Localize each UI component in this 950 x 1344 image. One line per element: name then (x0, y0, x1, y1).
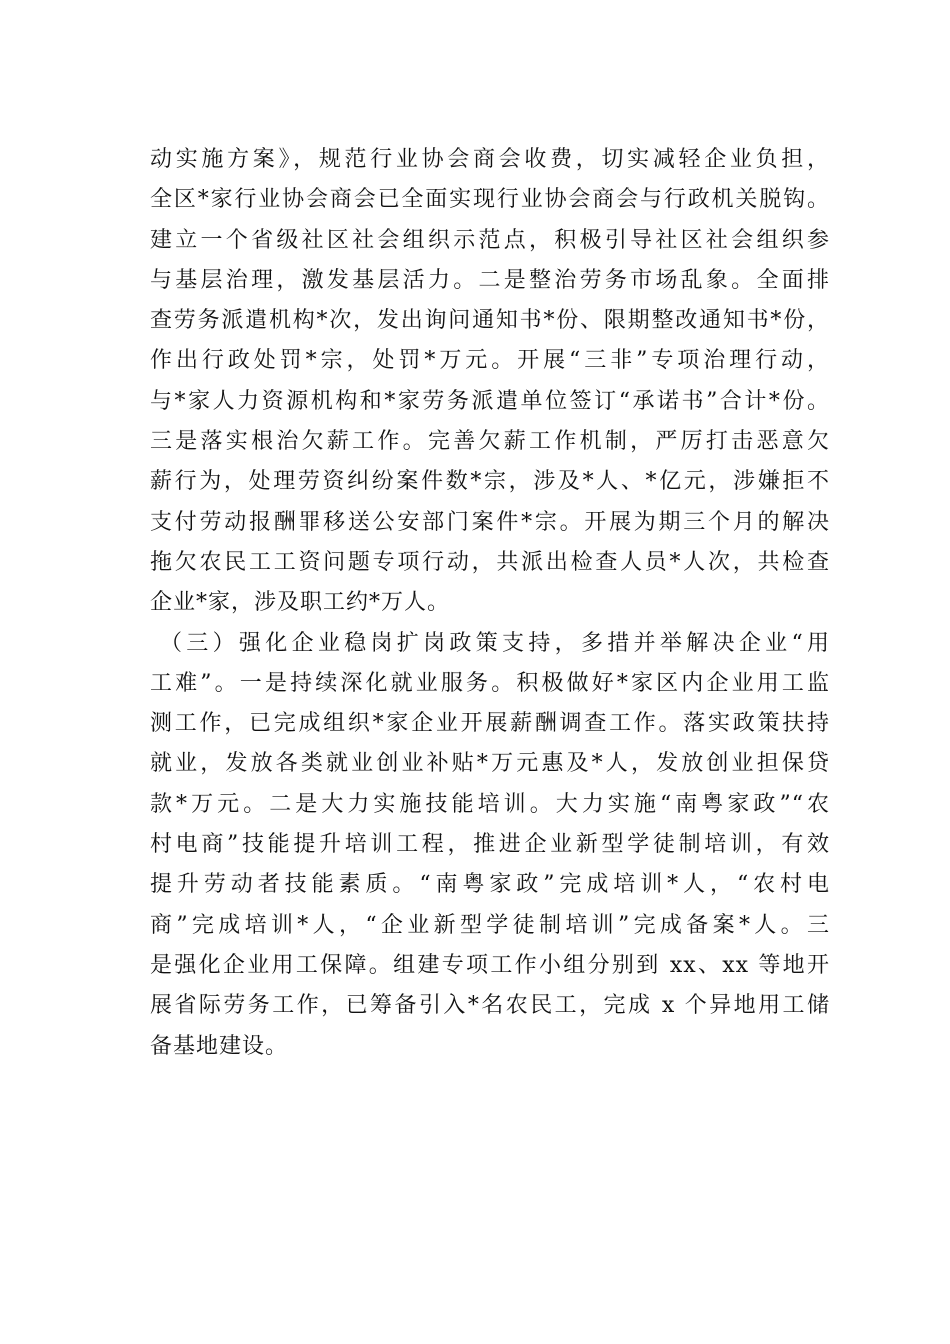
section-heading-line: （三）强化企业稳岗扩岗政策支持，多措并举解决企业“用 (160, 630, 830, 656)
text-line: 查劳务派遣机构*次，发出询问通知书*份、限期整改通知书*份， (150, 308, 830, 334)
text-line: 三是落实根治欠薪工作。完善欠薪工作机制，严厉打击恶意欠 (150, 429, 830, 455)
text-line: 村电商”技能提升培训工程，推进企业新型学徒制培训，有效 (150, 832, 830, 858)
text-line: 就业，发放各类就业创业补贴*万元惠及*人，发放创业担保贷 (150, 751, 830, 777)
text-line: 作出行政处罚*宗，处罚*万元。开展“三非”专项治理行动， (150, 348, 830, 374)
text-line: 拖欠农民工工资问题专项行动，共派出检查人员*人次，共检查 (150, 549, 830, 575)
text-line: 与*家人力资源机构和*家劳务派遣单位签订“承诺书”合计*份。 (150, 388, 830, 414)
text-line: 支付劳动报酬罪移送公安部门案件*宗。开展为期三个月的解决 (150, 509, 830, 535)
text-line: 提升劳动者技能素质。“南粤家政”完成培训*人，“农村电 (150, 872, 830, 898)
body-text (150, 140, 830, 1067)
text-line: 工难”。一是持续深化就业服务。积极做好*家区内企业用工监 (150, 670, 830, 696)
text-line: 全区*家行业协会商会已全面实现行业协会商会与行政机关脱钩。 (150, 187, 830, 213)
text-line: 展省际劳务工作，已筹备引入*名农民工，完成 x 个异地用工储 (150, 993, 830, 1019)
text-line: 商”完成培训*人，“企业新型学徒制培训”完成备案*人。三 (150, 912, 830, 938)
text-line: 动实施方案》，规范行业协会商会收费，切实减轻企业负担， (150, 147, 830, 172)
text-line: 企业*家，涉及职工约*万人。 (150, 590, 451, 616)
text-line: 款*万元。二是大力实施技能培训。大力实施“南粤家政”“农 (150, 791, 830, 817)
text-line: 建立一个省级社区社会组织示范点，积极引导社区社会组织参 (150, 227, 830, 253)
text-line: 测工作，已完成组织*家企业开展薪酬调查工作。落实政策扶持 (150, 711, 830, 737)
text-line: 薪行为，处理劳资纠纷案件数*宗，涉及*人、*亿元，涉嫌拒不 (150, 469, 830, 495)
text-line: 备基地建设。 (150, 1033, 289, 1059)
text-line: 是强化企业用工保障。组建专项工作小组分别到 xx、xx 等地开 (150, 952, 830, 978)
text-line: 与基层治理，激发基层活力。二是整治劳务市场乱象。全面排 (150, 267, 830, 293)
